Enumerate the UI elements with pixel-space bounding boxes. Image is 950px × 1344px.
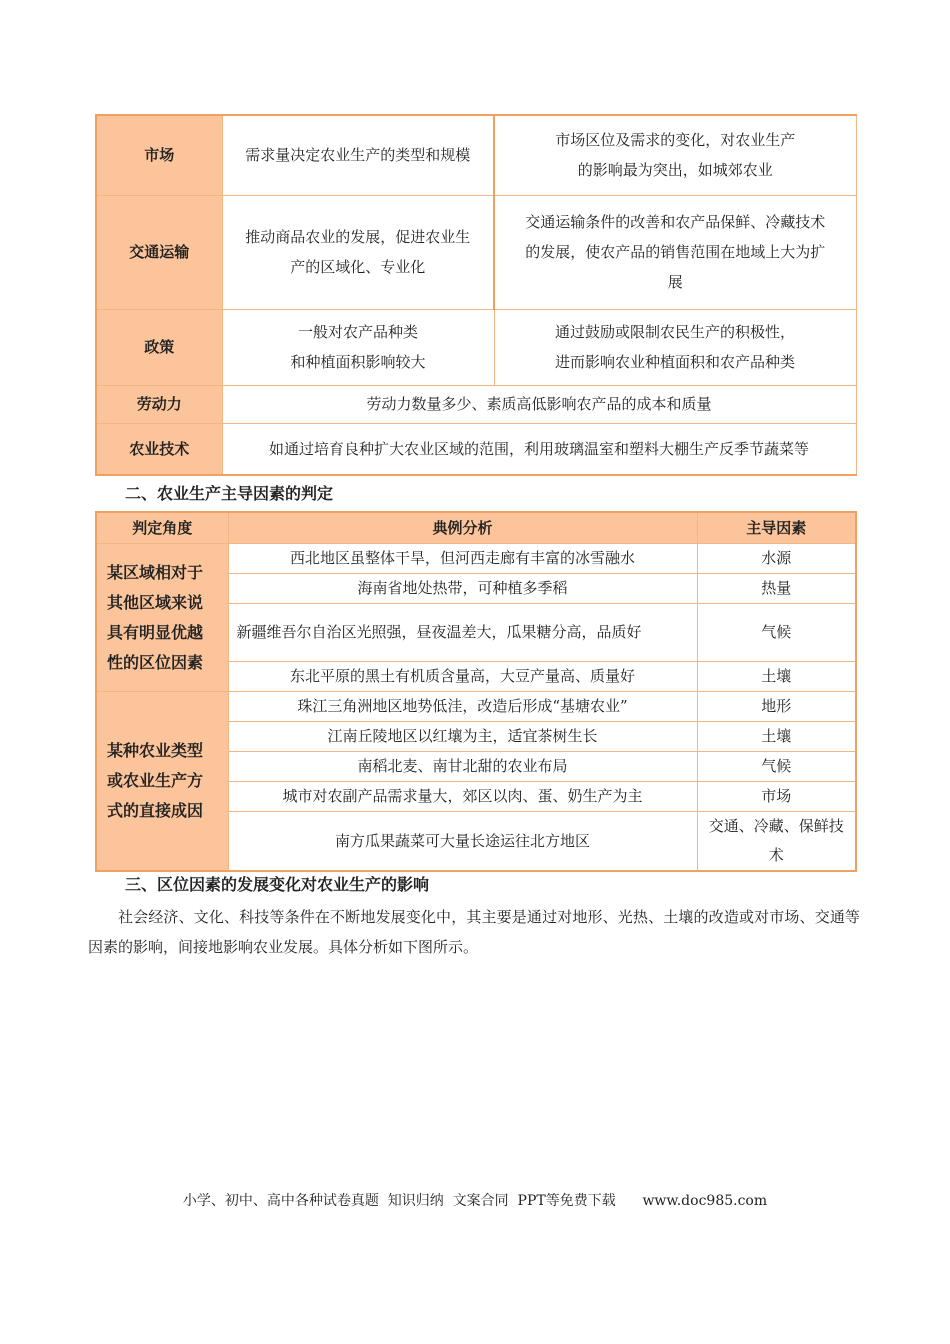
factor-cell: 土壤 [697,662,856,692]
text-line: 推动商品农业的发展，促进农业生 [245,228,471,246]
factor-cell: 劳动力 [96,385,222,423]
impact-cell [494,195,856,309]
factor-cell: 热量 [697,574,856,604]
impact-cell [494,115,856,195]
factors-table [95,114,857,476]
factor-cell: 地形 [697,692,856,722]
table-row [96,195,856,309]
text-line: 市场区位及需求的变化，对农业生产 [555,131,796,150]
table-header-row [96,512,856,544]
factor-cell: 市场 [96,115,222,195]
factor-cell: 气候 [697,604,856,662]
group-label: 某区域相对于其他区域来说具有明显优越性的区位因素 [96,544,228,692]
example-cell: 城市对农副产品需求量大，郊区以肉、蛋、奶生产为主 [228,782,697,812]
factor-cell: 水源 [697,544,856,574]
table-row [96,115,856,195]
factor-cell: 气候 [697,752,856,782]
section-heading-3: 三、区位因素的发展变化对农业生产的影响 [125,875,430,894]
table-row [96,309,856,385]
text-line: 和种植面积影响较大 [290,353,426,371]
column-header: 典例分析 [228,512,697,544]
example-cell: 海南省地处热带，可种植多季稻 [228,574,697,604]
effect-cell: 需求量决定农业生产的类型和规模 [222,115,494,195]
factor-cell: 市场 [697,782,856,812]
example-cell: 东北平原的黑土有机质含量高，大豆产量高、质量好 [228,662,697,692]
section-heading-2: 二、农业生产主导因素的判定 [125,484,334,503]
example-cell: 江南丘陵地区以红壤为主，适宜茶树生长 [228,722,697,752]
text-line: 一般对农产品种类 [297,323,418,341]
table-row [96,692,856,722]
example-cell: 新疆维吾尔自治区光照强，昼夜温差大，瓜果糖分高，品质好 [228,604,697,662]
table-row [96,544,856,574]
factor-cell: 农业技术 [96,423,222,475]
impact-cell [494,309,856,385]
group-label: 某种农业类型或农业生产方式的直接成因 [96,692,228,872]
factor-cell: 交通运输 [96,195,222,309]
factor-cell: 政策 [96,309,222,385]
example-cell: 南稻北麦、南甘北甜的农业布局 [228,752,697,782]
page-footer: 小学、初中、高中各种试卷真题 知识归纳 文案合同 PPT等免费下载 www.doc985.com [182,1193,768,1209]
text-line: 展 [667,273,683,291]
body-paragraph: 社会经济、文化、科技等条件在不断地发展变化中，其主要是通过对地形、光热、土壤的改造或对市场、交通等因素的影响，间接地影响农业发展。具体分析如下图所示。 [88,908,860,956]
table-row [96,423,856,475]
effect-cell [222,309,494,385]
text-line: 产的区域化、专业化 [290,258,426,276]
example-cell: 南方瓜果蔬菜可大量长途运往北方地区 [228,812,697,872]
text-line: 进而影响农业种植面积和农产品种类 [554,353,795,371]
text-line: 交通运输条件的改善和农产品保鲜、冷藏技术 [525,213,826,231]
text-line: 的影响最为突出，如城郊农业 [577,161,773,180]
merged-cell: 劳动力数量多少、素质高低影响农产品的成本和质量 [222,385,856,423]
column-header: 判定角度 [96,512,228,544]
text-line: 通过鼓励或限制农民生产的积极性， [554,323,795,341]
table-row [96,385,856,423]
factor-cell: 土壤 [697,722,856,752]
factor-cell: 交通、冷藏、保鲜技术 [697,812,856,872]
dominant-factor-table [95,511,857,872]
column-header: 主导因素 [697,512,856,544]
merged-cell: 如通过培育良种扩大农业区域的范围，利用玻璃温室和塑料大棚生产反季节蔬菜等 [222,423,856,475]
effect-cell [222,195,494,309]
example-cell: 珠江三角洲地区地势低洼，改造后形成“基塘农业” [228,692,697,722]
text-line: 的发展，使农产品的销售范围在地域上大为扩 [525,243,826,261]
example-cell: 西北地区虽整体干旱，但河西走廊有丰富的冰雪融水 [228,544,697,574]
